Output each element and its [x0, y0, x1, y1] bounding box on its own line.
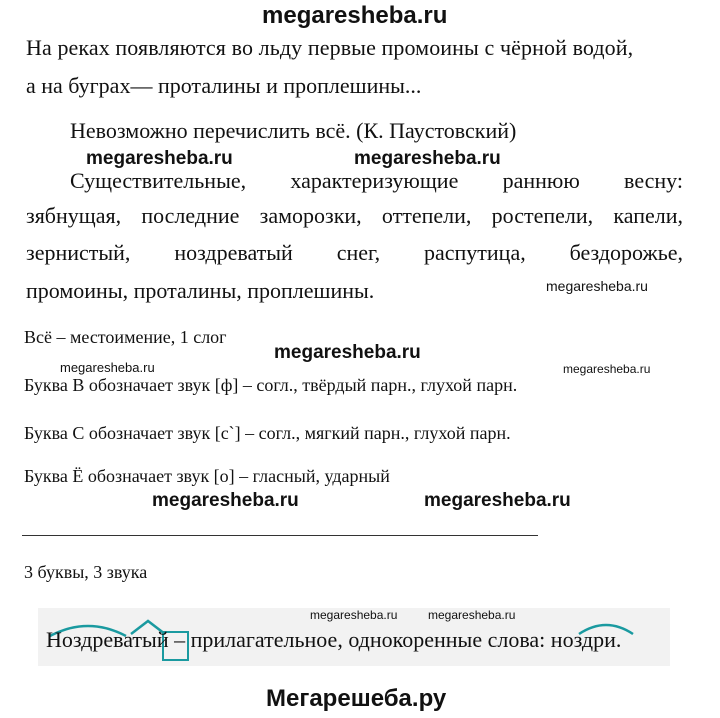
watermark: megaresheba.ru [152, 490, 299, 511]
morph-ending: ый [142, 627, 169, 652]
morph-suffix: еват [103, 627, 143, 652]
nouns-line-2: зябнущая, последние заморозки, оттепели, ростепели, капели, [26, 203, 683, 228]
letter-analysis-3: Буква Ё обозначает звук [о] – гласный, ударный [24, 466, 390, 486]
watermark: megaresheba.ru [424, 490, 571, 511]
watermark: megaresheba.ru [563, 362, 651, 376]
watermark: megaresheba.ru [354, 148, 501, 169]
morph-description: – прилагательное, однокоренные слова: [168, 627, 551, 652]
watermark: megaresheba.ru [546, 278, 648, 294]
footer-brand: Мегарешеба.ру [266, 685, 447, 712]
watermark: megaresheba.ru [60, 360, 155, 375]
word-analysis: Всё – местоимение, 1 слог [24, 327, 227, 347]
watermark: megaresheba.ru [274, 342, 421, 363]
related-word-root: нозд [550, 627, 594, 652]
nouns-line-3: зернистый, ноздреватый снег, распутица, бездорожье, [26, 240, 683, 265]
summary-text: 3 буквы, 3 звука [24, 562, 148, 582]
nouns-line-4: промоины, проталины, проплешины. [26, 278, 375, 303]
site-header: megaresheba.ru [262, 2, 448, 29]
divider-line [22, 535, 538, 536]
related-word-ending: ри. [593, 627, 622, 652]
nouns-line-1: Существительные, характеризующие раннюю весну: [70, 168, 683, 193]
poem-line-1: На реках появляются во льду первые промоины с чёрной водой, [26, 35, 634, 60]
watermark: megaresheba.ru [428, 608, 516, 622]
morpheme-sentence [46, 627, 621, 653]
poem-line-2: а на буграх— проталины и проплешины... [26, 73, 422, 98]
watermark: megaresheba.ru [310, 608, 398, 622]
letter-analysis-2: Буква С обозначает звук [с`] – согл., мягкий парн., глухой парн. [24, 423, 511, 443]
watermark: megaresheba.ru [86, 148, 233, 169]
letter-analysis-1: Буква В обозначает звук [ф] – согл., твёрдый парн., глухой парн. [24, 375, 518, 395]
morph-root: Ноздр [46, 627, 104, 652]
poem-line-3: Невозможно перечислить всё. (К. Паустовский) [70, 118, 517, 143]
